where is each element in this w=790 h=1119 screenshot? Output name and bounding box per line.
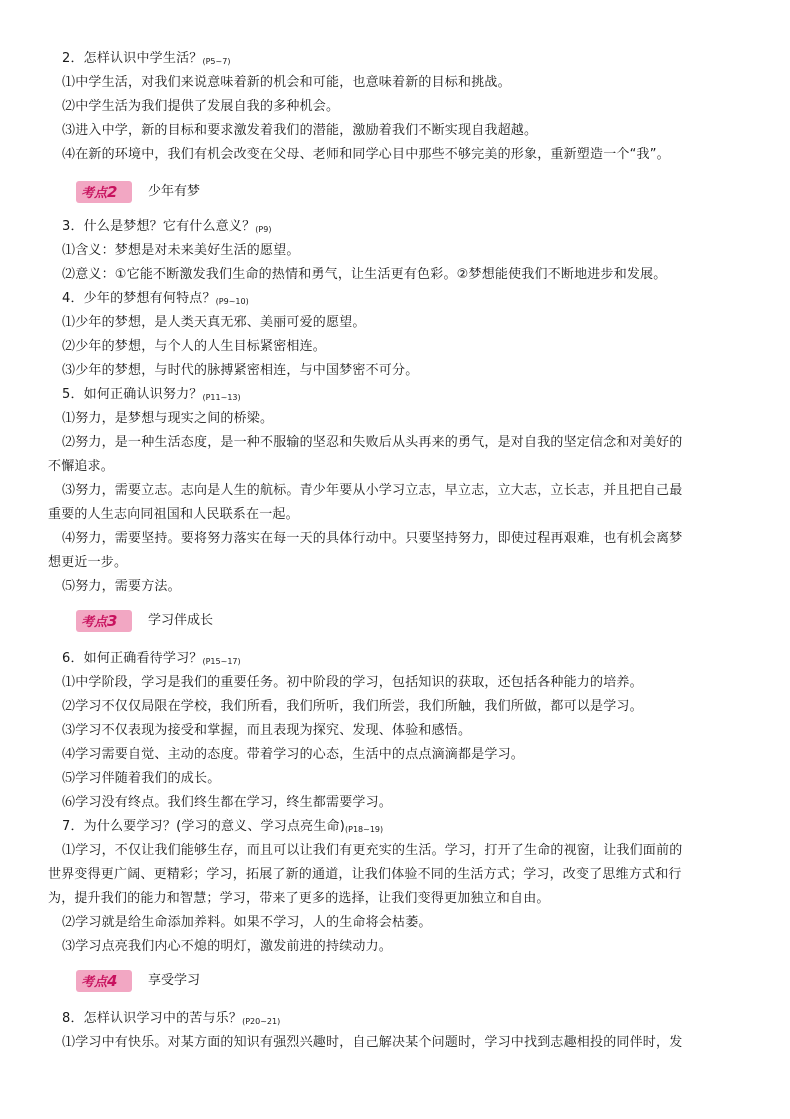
section-badge — [76, 610, 132, 632]
section-badge-number: 3 — [107, 612, 118, 630]
question-text: 4．少年的梦想有何特点？ — [62, 291, 216, 306]
paragraph-line: ⑴努力，是梦想与现实之间的桥梁。 — [62, 411, 274, 426]
paragraph-line: ⑵努力，是一种生活态度，是一种不服输的坚忍和失败后从头再来的勇气，是对自我的坚定信念和对美好的 — [62, 435, 683, 450]
section-title: 享受学习 — [148, 973, 201, 988]
paragraph-line: ⑴中学生活，对我们来说意味着新的机会和可能，也意味着新的目标和挑战。 — [62, 75, 511, 90]
paragraph-line: ⑵中学生活为我们提供了发展自我的多种机会。 — [62, 99, 340, 114]
paragraph-continuation: 为，提升我们的能力和智慧；学习，带来了更多的选择，让我们变得更加独立和自由。 — [48, 891, 550, 906]
question-text: 6．如何正确看待学习？ — [62, 651, 203, 666]
page-reference: (P5~7) — [202, 57, 231, 66]
paragraph-line: ⑷学习需要自觉、主动的态度。带着学习的心态，生活中的点点滴滴都是学习。 — [62, 747, 525, 762]
paragraph-line: ⑴学习，不仅让我们能够生存，而且可以让我们有更充实的生活。学习，打开了生命的视窗，让我们面前的 — [62, 843, 683, 858]
paragraph-line: ⑴少年的梦想，是人类天真无邪、美丽可爱的愿望。 — [62, 315, 366, 330]
paragraph-line: ⑶学习不仅表现为接受和掌握，而且表现为探究、发现、体验和感悟。 — [62, 723, 472, 738]
paragraph-continuation: 不懈追求。 — [48, 459, 115, 474]
paragraph-continuation: 世界变得更广阔、更精彩；学习，拓展了新的通道，让我们体验不同的生活方式；学习，改变了思维方式和行 — [48, 867, 682, 882]
paragraph-line: ⑹学习没有终点。我们终生都在学习，终生都需要学习。 — [62, 795, 393, 810]
page-reference: (P15~17) — [202, 657, 241, 666]
section-badge-label: 考点 — [81, 186, 108, 201]
paragraph-line: ⑵意义：①它能不断激发我们生命的热情和勇气，让生活更有色彩。②梦想能使我们不断地进步和发展。 — [62, 267, 667, 282]
section-badge — [76, 181, 132, 203]
section-badge-number: 4 — [107, 972, 118, 990]
question-text: 2．怎样认识中学生活？ — [62, 51, 203, 66]
paragraph-line: ⑸学习伴随着我们的成长。 — [62, 771, 221, 786]
paragraph-line: ⑴含义：梦想是对未来美好生活的愿望。 — [62, 243, 300, 258]
paragraph-line: ⑴学习中有快乐。对某方面的知识有强烈兴趣时，自己解决某个问题时，学习中找到志趣相投的同伴时，发 — [62, 1035, 683, 1050]
question-text: 5．如何正确认识努力？ — [62, 387, 203, 402]
page-reference: (P9~10) — [215, 297, 249, 306]
paragraph-continuation: 想更近一步。 — [48, 555, 128, 570]
paragraph-line: ⑸努力，需要方法。 — [62, 579, 181, 594]
question-heading — [62, 651, 762, 670]
section-title: 学习伴成长 — [148, 613, 214, 628]
paragraph-line: ⑷在新的环境中，我们有机会改变在父母、老师和同学心目中那些不够完美的形象，重新塑造一个“我”。 — [62, 147, 670, 162]
paragraph-continuation: 重要的人生志向同祖国和人民联系在一起。 — [48, 507, 299, 522]
section-title: 少年有梦 — [148, 184, 201, 199]
paragraph-line: ⑵学习不仅仅局限在学校，我们所看，我们所听，我们所尝，我们所触，我们所做，都可以是学习。 — [62, 699, 643, 714]
section-badge — [76, 970, 132, 992]
page-reference: (P18~19) — [345, 825, 384, 834]
question-heading — [62, 1011, 762, 1030]
question-heading — [62, 819, 762, 838]
page-reference: (P20~21) — [242, 1017, 281, 1026]
question-heading — [62, 219, 762, 238]
section-badge-label: 考点 — [81, 975, 108, 990]
paragraph-line: ⑶进入中学，新的目标和要求激发着我们的潜能，激励着我们不断实现自我超越。 — [62, 123, 538, 138]
paragraph-line: ⑷努力，需要坚持。要将努力落实在每一天的具体行动中。只要坚持努力，即使过程再艰难，也有机会离梦 — [62, 531, 683, 546]
question-text: 3．什么是梦想？它有什么意义？ — [62, 219, 256, 234]
question-heading — [62, 387, 762, 406]
paragraph-line: ⑶少年的梦想，与时代的脉搏紧密相连，与中国梦密不可分。 — [62, 363, 419, 378]
paragraph-line: ⑶努力，需要立志。志向是人生的航标。青少年要从小学习立志，早立志，立大志，立长志，并且把自己最 — [62, 483, 683, 498]
section-badge-label: 考点 — [81, 615, 108, 630]
paragraph-line: ⑶学习点亮我们内心不熄的明灯，激发前进的持续动力。 — [62, 939, 393, 954]
page-reference: (P11~13) — [202, 393, 241, 402]
paragraph-line: ⑴中学阶段，学习是我们的重要任务。初中阶段的学习，包括知识的获取，还包括各种能力的培养。 — [62, 675, 643, 690]
question-text: 7．为什么要学习？(学习的意义、学习点亮生命) — [62, 819, 346, 834]
paragraph-line: ⑵学习就是给生命添加养料。如果不学习，人的生命将会枯萎。 — [62, 915, 432, 930]
question-heading — [62, 291, 762, 310]
page-reference: (P9) — [255, 225, 272, 234]
paragraph-line: ⑵少年的梦想，与个人的人生目标紧密相连。 — [62, 339, 327, 354]
question-heading — [62, 51, 762, 70]
question-text: 8．怎样认识学习中的苦与乐？ — [62, 1011, 243, 1026]
section-badge-number: 2 — [107, 183, 118, 201]
